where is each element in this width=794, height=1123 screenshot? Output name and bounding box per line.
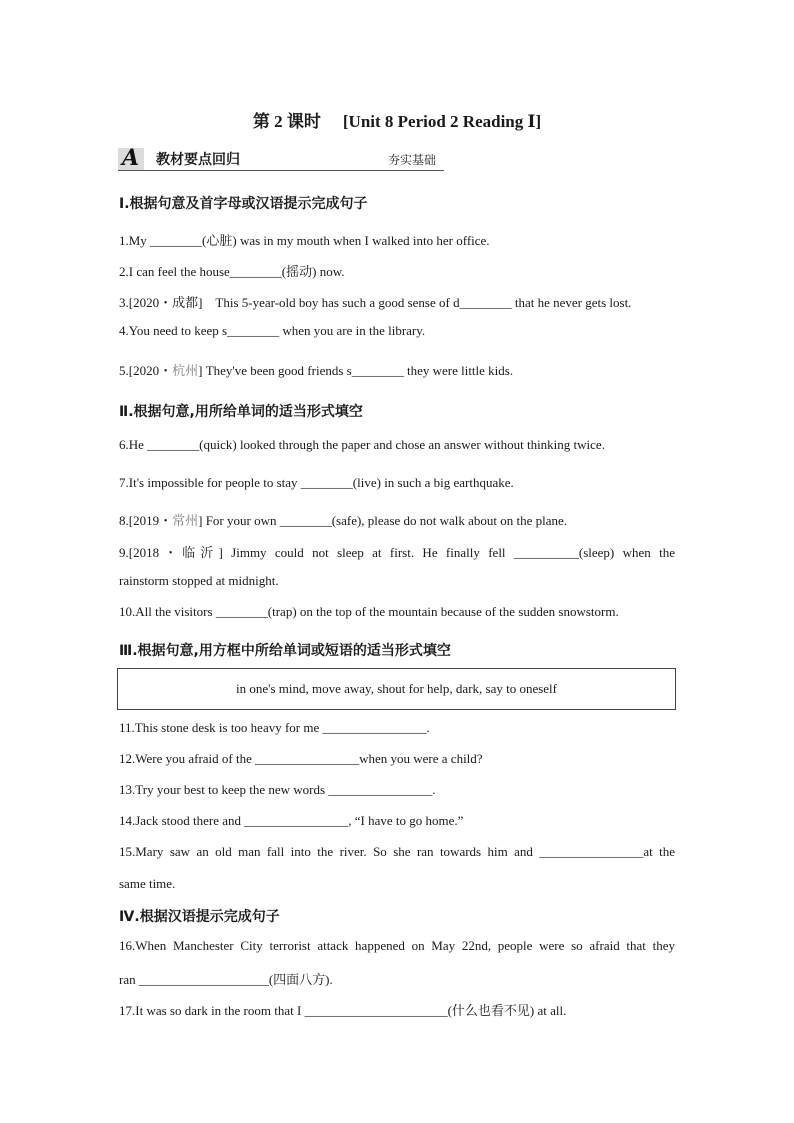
question-1: 1.My ________(心脏) was in my mouth when I walked into her office.	[119, 233, 490, 248]
question-4: 4.You need to keep s________ when you are in the library.	[119, 323, 426, 338]
question-17: 17.It was so dark in the room that I ______________________(什么也看不见) at all.	[119, 1003, 567, 1018]
question-8-text: ] For your own ________(safe), please do not walk about on the plane.	[198, 513, 568, 528]
question-9-line-1: 9.[2018・临沂] Jimmy could not sleep at first. He finally fell __________(sleep) when the	[119, 545, 675, 560]
question-5-city: 杭州	[172, 363, 199, 378]
question-15-line-2: same time.	[119, 876, 176, 891]
question-8	[119, 510, 675, 529]
question-6: 6.He ________(quick) looked through the paper and chose an answer without thinking twice.	[119, 437, 605, 452]
question-3	[119, 292, 675, 311]
question-5-prefix: 5.[2020・	[119, 363, 173, 378]
question-7: 7.It's impossible for people to stay ________(live) in such a big earthquake.	[119, 475, 514, 490]
question-11: 11.This stone desk is too heavy for me ________________.	[119, 720, 430, 735]
question-2: 2.I can feel the house________(摇动) now.	[119, 264, 345, 279]
page-title	[0, 107, 794, 132]
question-13: 13.Try your best to keep the new words ________________.	[119, 782, 436, 797]
section-heading-1: Ⅰ.根据句意及首字母或汉语提示完成句子	[119, 196, 368, 212]
banner-title: 教材要点回归	[156, 152, 240, 168]
section-heading-3: Ⅲ.根据句意,用方框中所给单词或短语的适当形式填空	[119, 643, 451, 659]
banner-subtitle: 夯实基础	[388, 153, 437, 167]
question-3-text: This 5-year-old boy has such a good sense of d________ that he never gets lost.	[215, 295, 632, 310]
question-5	[119, 360, 675, 379]
word-box: in one's mind, move away, shout for help, dark, say to oneself	[117, 668, 676, 710]
badge-icon	[118, 145, 144, 171]
question-3-source: 3.[2020・成都]	[119, 295, 203, 310]
section-heading-2: Ⅱ.根据句意,用所给单词的适当形式填空	[119, 404, 363, 420]
question-5-text: ] They've been good friends s________ they were little kids.	[198, 363, 514, 378]
question-8-prefix: 8.[2019・	[119, 513, 173, 528]
section-banner	[118, 146, 444, 171]
question-16-line-2: ran ____________________(四面八方).	[119, 972, 333, 987]
question-14: 14.Jack stood there and ________________, “I have to go home.”	[119, 813, 464, 828]
unit-label: [Unit 8 Period 2 Reading Ⅰ]	[342, 112, 542, 131]
question-15-line-1: 15.Mary saw an old man fall into the river. So she ran towards him and ________________at the	[119, 844, 675, 859]
question-8-city: 常州	[172, 513, 199, 528]
section-heading-4: Ⅳ.根据汉语提示完成句子	[119, 909, 280, 925]
question-9-line-2: rainstorm stopped at midnight.	[119, 573, 279, 588]
question-10: 10.All the visitors ________(trap) on the top of the mountain because of the sudden snowstorm.	[119, 604, 619, 619]
badge-letter: A	[122, 145, 140, 171]
lesson-label: 第 2 课时	[252, 112, 321, 131]
question-16-line-1: 16.When Manchester City terrorist attack happened on May 22nd, people were so afraid that they	[119, 938, 675, 953]
question-12: 12.Were you afraid of the ________________when you were a child?	[119, 751, 483, 766]
